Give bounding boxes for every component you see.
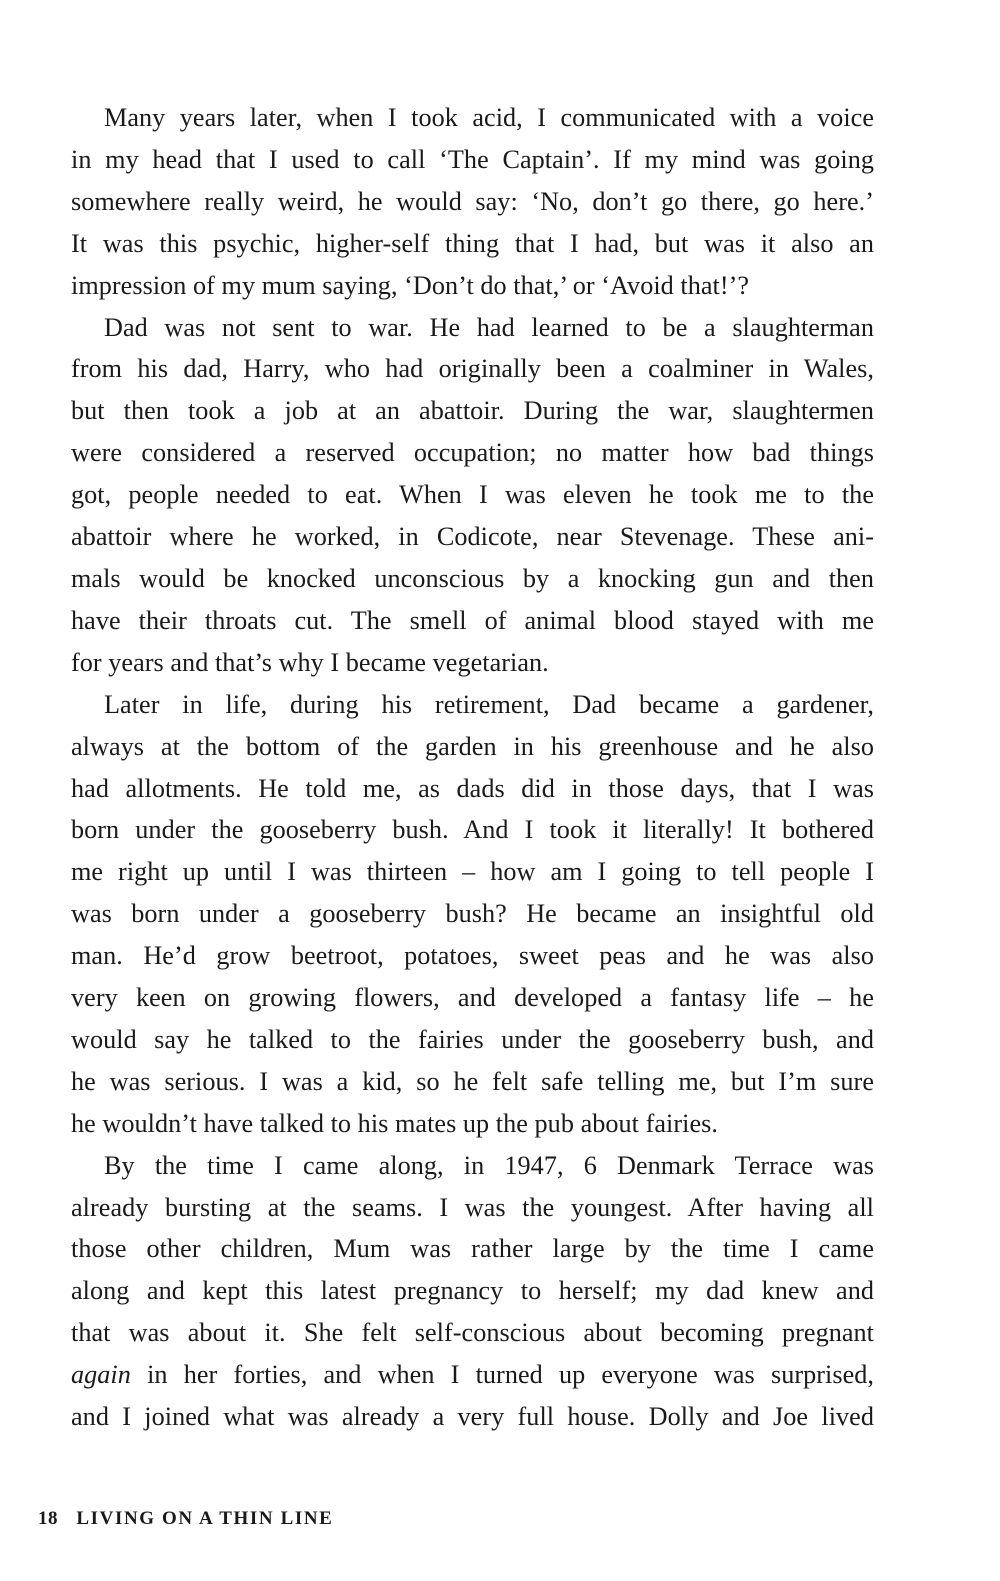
text-line: in my head that I used to call ‘The Captain’. If my mind was going [71,144,874,174]
paragraph-2 [71,307,874,684]
italic-word: again [71,1360,131,1390]
running-title: LIVING ON A THIN LINE [76,1508,334,1529]
text-line: got, people needed to eat. When I was eleven he took me to the [71,480,874,510]
text-line: mals would be knocked unconscious by a knocking gun and then [71,563,874,593]
text-line: have their throats cut. The smell of animal blood stayed with me [71,605,874,635]
text-line-with-italic [71,1354,874,1396]
paragraph-1 [71,97,874,307]
text-line: was born under a gooseberry bush? He became an insightful old [71,899,874,929]
text-fragment: in her forties, and when I turned up everyone was surprised, [130,1360,874,1390]
page-footer [38,1508,333,1530]
text-line: from his dad, Harry, who had originally been a coalminer in Wales, [71,354,874,384]
page-number: 18 [38,1508,58,1529]
text-line: had allotments. He told me, as dads did in those days, that I was [71,773,874,803]
text-line: It was this psychic, higher-self thing that I had, but was it also an [71,228,874,258]
text-line: man. He’d grow beetroot, potatoes, sweet peas and he was also [71,941,874,971]
paragraph-4 [71,1145,874,1438]
text-line: for years and that’s why I became vegetarian. [71,647,549,677]
text-line: but then took a job at an abattoir. During the war, slaughtermen [71,396,874,426]
text-line: By the time I came along, in 1947, 6 Denmark Terrace was [104,1150,874,1180]
text-line: those other children, Mum was rather large by the time I came [71,1234,874,1264]
text-line: me right up until I was thirteen – how am I going to tell people I [71,857,874,887]
text-line: impression of my mum saying, ‘Don’t do that,’ or ‘Avoid that!’? [71,270,750,300]
text-line: somewhere really weird, he would say: ‘No, don’t go there, go here.’ [71,186,874,216]
paragraph-3 [71,684,874,1145]
text-line: along and kept this latest pregnancy to herself; my dad knew and [71,1276,874,1306]
text-line: were considered a reserved occupation; no matter how bad things [71,438,874,468]
text-line: Many years later, when I took acid, I communicated with a voice [104,103,874,132]
text-line: that was about it. She felt self-conscious about becoming pregnant [71,1318,874,1348]
text-line: he wouldn’t have talked to his mates up the pub about fairies. [71,1108,718,1138]
text-line: already bursting at the seams. I was the youngest. After having all [71,1192,874,1222]
text-line: very keen on growing flowers, and developed a fantasy life – he [71,983,874,1013]
text-line: born under the gooseberry bush. And I took it literally! It bothered [71,815,874,845]
text-line: would say he talked to the fairies under the gooseberry bush, and [71,1024,874,1054]
text-line: always at the bottom of the garden in his greenhouse and he also [71,731,874,761]
text-line: Later in life, during his retirement, Dad became a gardener, [104,689,874,719]
text-line: abattoir where he worked, in Codicote, near Stevenage. These ani- [71,522,874,552]
text-line: and I joined what was already a very full house. Dolly and Joe lived [71,1402,874,1432]
text-line: Dad was not sent to war. He had learned to be a slaughterman [104,312,874,342]
body-text [71,97,874,1438]
text-line: he was serious. I was a kid, so he felt safe telling me, but I’m sure [71,1066,874,1096]
